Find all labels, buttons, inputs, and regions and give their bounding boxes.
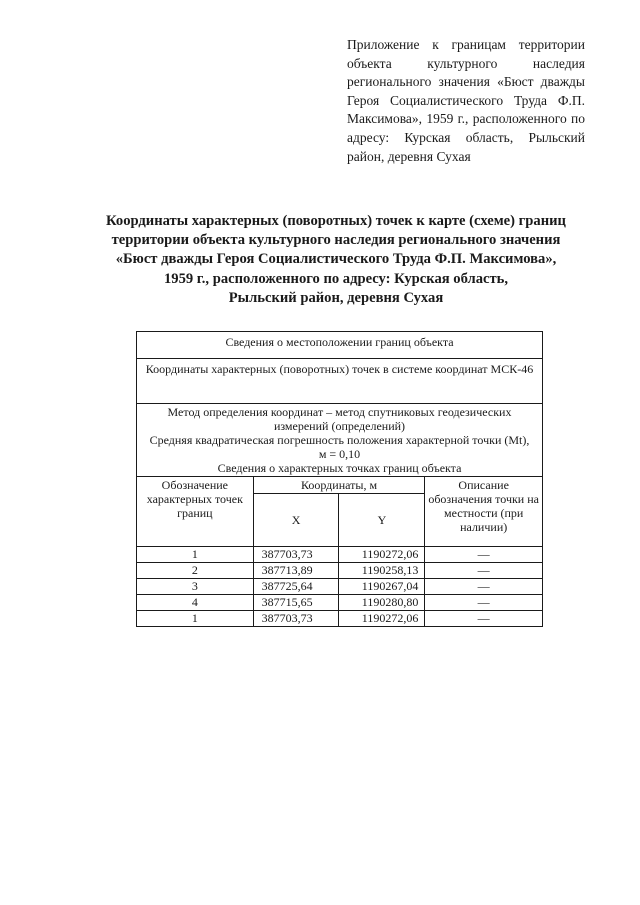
table-row [137,611,543,627]
table-row [137,579,543,595]
title-line: Координаты характерных (поворотных) точек к карте (схеме) границ [106,213,566,229]
appendix-note: Приложение к границам территории объекта культурного наследия регионального значения «Бюст дважды Героя Социалистического Труда Ф.П. Максимова», 1959 г., расположенного по адресу: Курская область, Рыльский район, деревня Сухая [347,37,585,164]
desc-cell: — [425,563,543,579]
title-line: «Бюст дважды Героя Социалистического Труда Ф.П. Максимова», [115,251,557,268]
title-line: Рыльский район, деревня Сухая [228,289,444,306]
point-cell: 1 [137,547,254,563]
document-title [90,212,582,308]
table-row [137,547,543,563]
y-cell: 1190258,13 [339,563,425,579]
table-row [137,563,543,579]
desc-cell: — [425,611,543,627]
x-cell: 387713,89 [253,563,339,579]
x-cell: 387703,73 [253,611,339,627]
table-row [137,595,543,611]
point-cell: 3 [137,579,254,595]
desc-cell: — [425,595,543,611]
header-point-designation: Обозначение характерных точек границ [137,477,254,547]
y-cell: 1190272,06 [339,611,425,627]
point-cell: 1 [137,611,254,627]
x-cell: 387725,64 [253,579,339,595]
section-coordinate-system: Координаты характерных (поворотных) точек в системе координат МСК-46 [137,359,543,404]
y-cell: 1190267,04 [339,579,425,595]
desc-cell: — [425,579,543,595]
header-y: Y [339,494,425,547]
section-location-header: Сведения о местоположении границ объекта [137,332,543,359]
y-cell: 1190272,06 [339,547,425,563]
point-cell: 4 [137,595,254,611]
method-text: Метод определения координат – метод спутниковых геодезических измерений (определений) [167,405,512,433]
x-cell: 387715,65 [253,595,339,611]
header-x: X [253,494,339,547]
error-text: Средняя квадратическая погрешность положения характерной точки (Mt), м = 0,10 [149,433,530,461]
header-coordinates: Координаты, м [253,477,425,494]
section-method [137,404,543,477]
y-cell: 1190280,80 [339,595,425,611]
header-description: Описание обозначения точки на местности (при наличии) [425,477,543,547]
point-cell: 2 [137,563,254,579]
coordinates-table [136,331,543,627]
title-line: территории объекта культурного наследия регионального значения [111,232,561,249]
desc-cell: — [425,547,543,563]
title-line: 1959 г., расположенного по адресу: Курская область, [163,270,509,287]
x-cell: 387703,73 [253,547,339,563]
points-info-text: Сведения о характерных точках границ объекта [217,461,462,475]
